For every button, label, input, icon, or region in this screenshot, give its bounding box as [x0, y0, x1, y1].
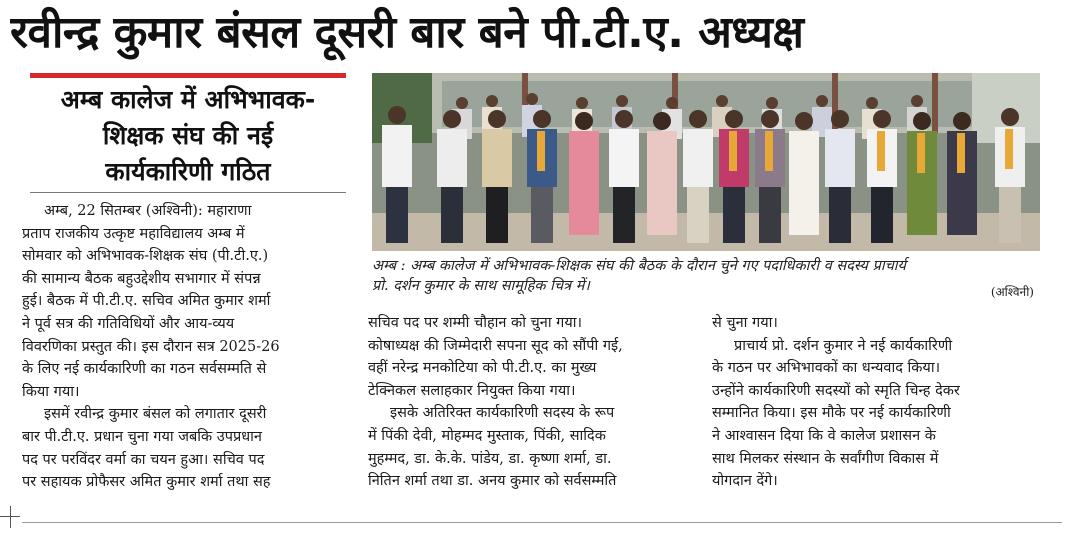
text-line: कोषाध्यक्ष की जिम्मेदारी सपना सूद को सौंपी गई, [368, 337, 623, 354]
text-line: उन्होंने कार्यकारिणी सदस्यों को स्मृति चिन्ह देकर [712, 382, 960, 399]
article-column-2 [368, 312, 698, 493]
text-line: इसमें रवीन्द्र कुमार बंसल को लगातार दूसरी [44, 406, 267, 423]
subheadline [30, 82, 346, 190]
text-line: योगदान देंगे। [712, 473, 778, 490]
text-line: साथ मिलकर संस्थान के सर्वांगीण विकास में [712, 450, 939, 467]
text-line: पद पर परविंदर वर्मा का चयन हुआ। सचिव पद [22, 451, 265, 468]
photo-caption [372, 256, 1040, 299]
text-line: सचिव पद पर शम्मी चौहान को चुना गया। [368, 315, 583, 331]
group-photo-image [372, 73, 1040, 251]
group-photo [372, 73, 1040, 251]
text-line: टेक्निकल सलाहकार नियुक्त किया गया। [368, 382, 576, 399]
text-line: में पिंकी देवी, मोहम्मद मुस्ताक, पिंकी, सादिक [368, 427, 606, 444]
subheadline-line: कार्यकारिणी गठित [105, 157, 271, 186]
text-line: ने आश्वासन दिया कि वे कालेज प्रशासन के [712, 427, 936, 444]
text-line: बार पी.टी.ए. प्रधान चुना गया जबकि उपप्रधान [22, 428, 262, 445]
caption-line: प्रो. दर्शन कुमार के साथ सामूहिक चित्र में। [372, 278, 590, 294]
text-line: मुहम्मद, डा. के.के. पांडेय, डा. कृष्णा शर्मा, डा. [368, 450, 612, 467]
subheadline-rule [30, 192, 346, 193]
text-line: नितिन शर्मा तथा डा. अनय कुमार को सर्वसम्मति [368, 473, 617, 490]
headline-accent-bar [30, 73, 346, 78]
subheadline-line: शिक्षक संघ की नई [102, 121, 274, 150]
text-line: के गठन पर अभिभावकों का धन्यवाद किया। [712, 360, 941, 377]
text-line: प्राचार्य प्रो. दर्शन कुमार ने नई कार्यकारिणी [734, 337, 953, 354]
bottom-rule [22, 522, 1062, 523]
text-line: ने पूर्व सत्र की गतिविधियों और आय-व्यय [22, 315, 235, 332]
text-line: पर सहायक प्रोफैसर अमित कुमार शर्मा तथा सह [22, 474, 271, 491]
text-line: सम्मानित किया। इस मौके पर नई कार्यकारिणी [712, 405, 951, 422]
text-line: हुई। बैठक में पी.टी.ए. सचिव अमित कुमार शर्मा [22, 293, 271, 310]
text-line: इसके अतिरिक्त कार्यकारिणी सदस्य के रूप [390, 405, 615, 422]
subheadline-line: अम्ब कालेज में अभिभावक- [60, 85, 316, 114]
photo-credit: (अश्विनी) [990, 285, 1034, 299]
article-column-3 [712, 312, 1042, 493]
text-line: से चुना गया। [712, 315, 778, 331]
text-line: किया गया। [22, 383, 80, 400]
text-line: अम्ब, 22 सितम्बर (अश्विनी): महाराणा [44, 203, 252, 219]
text-line: विवरणिका प्रस्तुत की। इस दौरान सत्र 2025-26 [22, 338, 280, 355]
crop-mark [10, 506, 11, 528]
headline: रवीन्द्र कुमार बंसल दूसरी बार बने पी.टी.ए. अध्यक्ष [10, 7, 804, 58]
caption-line: अम्ब : अम्ब कालेज में अभिभावक-शिक्षक संघ की बैठक के दौरान चुने गए पदाधिकारी व सदस्य प्राचार्य [372, 258, 906, 274]
text-line: के लिए नई कार्यकारिणी का गठन सर्वसम्मति से [22, 361, 267, 378]
text-line: प्रताप राजकीय उत्कृष्ट महाविद्यालय अम्ब में [22, 225, 245, 242]
text-line: सोमवार को अभिभावक-शिक्षक संघ (पी.टी.ए.) [22, 248, 269, 265]
text-line: वहीं नरेन्द्र मनकोटिया को पी.टी.ए. का मुख्य [368, 360, 597, 377]
article-column-1 [22, 200, 352, 494]
text-line: की सामान्य बैठक बहुउद्देशीय सभागार में संपन्न [22, 270, 261, 287]
